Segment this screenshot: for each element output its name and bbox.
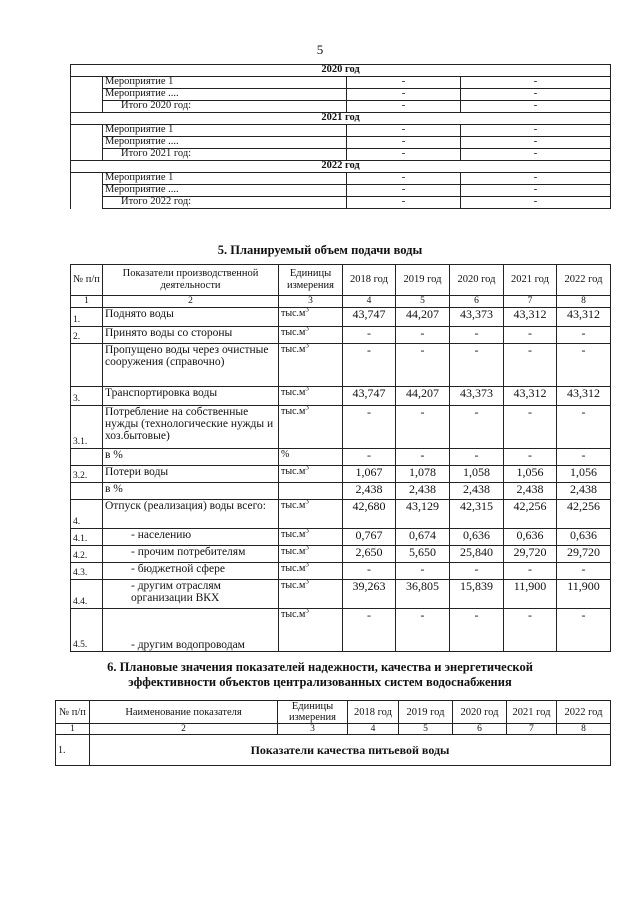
water-row bbox=[71, 483, 611, 500]
water-row-unit: $тыс.м^3$ bbox=[279, 327, 343, 344]
water-row-unit: $тыс.м^3$ bbox=[279, 609, 343, 652]
plan-value-2: - bbox=[461, 197, 611, 209]
water-row-value: 0,636 bbox=[450, 529, 504, 546]
water-row-name: Принято воды со стороны bbox=[103, 327, 279, 344]
water-row-value: 1,056 bbox=[504, 466, 557, 483]
water-row-value: - bbox=[504, 563, 557, 580]
ind-header-cell: № п/п bbox=[56, 701, 90, 724]
ind-header-row bbox=[56, 701, 611, 724]
water-row-number: 4.3. bbox=[71, 563, 103, 580]
plan-row-label: Мероприятие 1 bbox=[103, 173, 347, 185]
plan-value-2: - bbox=[461, 101, 611, 113]
ind-header-cell: 2021 год bbox=[507, 701, 557, 724]
water-header-cell: 2019 год bbox=[396, 265, 450, 296]
water-row-number: 3.2. bbox=[71, 466, 103, 483]
water-row-value: 25,840 bbox=[450, 546, 504, 563]
water-row-value: 0,767 bbox=[343, 529, 396, 546]
plan-row-label: Мероприятие .... bbox=[103, 185, 347, 197]
plan-row-label: Итого 2020 год: bbox=[103, 101, 347, 113]
plan-row bbox=[71, 77, 611, 89]
water-row-number: 2. bbox=[71, 327, 103, 344]
water-row-value: 43,312 bbox=[557, 308, 611, 327]
water-row-value: 43,747 bbox=[343, 308, 396, 327]
ind-index-row bbox=[56, 724, 611, 735]
water-row-unit: $тыс.м^3$ bbox=[279, 406, 343, 449]
water-row bbox=[71, 529, 611, 546]
water-row-value: 43,312 bbox=[504, 387, 557, 406]
water-row-name: - прочим потребителям bbox=[103, 546, 279, 563]
water-row-value: - bbox=[557, 609, 611, 652]
plan-row-label: Мероприятие 1 bbox=[103, 125, 347, 137]
ind-header-cell: 2018 год bbox=[348, 701, 399, 724]
plan-blank-cell bbox=[71, 101, 103, 113]
water-row bbox=[71, 609, 611, 652]
water-row-name: Пропущено воды через очистные сооружения (справочно) bbox=[103, 344, 279, 387]
ind-header-cell: Наименование показателя bbox=[90, 701, 278, 724]
water-row-name: Поднято воды bbox=[103, 308, 279, 327]
water-row-value: 29,720 bbox=[504, 546, 557, 563]
plan-year-label: 2021 год bbox=[71, 113, 611, 125]
water-row-value: - bbox=[504, 449, 557, 466]
ind-header-cell: 2019 год bbox=[399, 701, 453, 724]
water-row-value: - bbox=[396, 609, 450, 652]
water-row-number bbox=[71, 449, 103, 466]
water-row-number: 1. bbox=[71, 308, 103, 327]
water-row bbox=[71, 308, 611, 327]
plan-value-1: - bbox=[347, 77, 461, 89]
water-index-cell: 1 bbox=[71, 296, 103, 308]
water-row-value: 43,373 bbox=[450, 387, 504, 406]
water-row-value: - bbox=[557, 406, 611, 449]
water-row-unit: $тыс.м^3$ bbox=[279, 466, 343, 483]
water-row-value: - bbox=[504, 609, 557, 652]
water-row-value: 1,067 bbox=[343, 466, 396, 483]
water-row-value: 42,256 bbox=[557, 500, 611, 529]
water-row-name: Транспортировка воды bbox=[103, 387, 279, 406]
water-row-name: в % bbox=[103, 449, 279, 466]
water-index-cell: 2 bbox=[103, 296, 279, 308]
plan-table bbox=[70, 64, 611, 209]
water-row-unit bbox=[279, 483, 343, 500]
water-index-cell: 3 bbox=[279, 296, 343, 308]
water-row-value: - bbox=[343, 327, 396, 344]
water-row-value: 44,207 bbox=[396, 387, 450, 406]
plan-year-row bbox=[71, 113, 611, 125]
water-row-number bbox=[71, 483, 103, 500]
water-row-unit: $тыс.м^3$ bbox=[279, 529, 343, 546]
water-row-value: 42,256 bbox=[504, 500, 557, 529]
water-row bbox=[71, 327, 611, 344]
water-row-value: 43,747 bbox=[343, 387, 396, 406]
water-row-value: 11,900 bbox=[504, 580, 557, 609]
water-row-value: 42,680 bbox=[343, 500, 396, 529]
section6-title-line2: эффективности объектов централизованных систем водоснабжения bbox=[128, 675, 512, 689]
water-row-number bbox=[71, 344, 103, 387]
ind-section-label: Показатели качества питьевой воды bbox=[90, 735, 611, 766]
water-row bbox=[71, 449, 611, 466]
plan-year-label: 2022 год bbox=[71, 161, 611, 173]
water-row bbox=[71, 500, 611, 529]
water-index-cell: 5 bbox=[396, 296, 450, 308]
ind-header-cell: 2022 год bbox=[557, 701, 611, 724]
ind-index-cell: 6 bbox=[453, 724, 507, 735]
plan-row bbox=[71, 101, 611, 113]
water-row-value: 11,900 bbox=[557, 580, 611, 609]
water-row-value: 1,058 bbox=[450, 466, 504, 483]
plan-row-label: Мероприятие 1 bbox=[103, 77, 347, 89]
water-row-value: 2,438 bbox=[557, 483, 611, 500]
water-row-name: - другим отраслям организации ВКХ bbox=[103, 580, 279, 609]
ind-header-cell: Единицы измерения bbox=[278, 701, 348, 724]
water-header-cell: 2022 год bbox=[557, 265, 611, 296]
plan-row bbox=[71, 185, 611, 197]
water-index-cell: 4 bbox=[343, 296, 396, 308]
plan-value-2: - bbox=[461, 173, 611, 185]
plan-row bbox=[71, 173, 611, 185]
water-row-value: - bbox=[343, 406, 396, 449]
page-number: 5 bbox=[316, 42, 324, 57]
water-row-value: - bbox=[504, 327, 557, 344]
water-row-name: Потери воды bbox=[103, 466, 279, 483]
water-header-cell: Показатели производственной деятельности bbox=[103, 265, 279, 296]
ind-section-row bbox=[56, 735, 611, 766]
plan-value-1: - bbox=[347, 125, 461, 137]
plan-value-2: - bbox=[461, 89, 611, 101]
water-row-value: 2,438 bbox=[343, 483, 396, 500]
water-row-name: - бюджетной сфере bbox=[103, 563, 279, 580]
water-row-value: - bbox=[504, 406, 557, 449]
plan-value-1: - bbox=[347, 185, 461, 197]
water-row-value: 43,373 bbox=[450, 308, 504, 327]
water-row-value: - bbox=[343, 449, 396, 466]
water-row-value: 43,129 bbox=[396, 500, 450, 529]
plan-blank-cell bbox=[71, 125, 103, 137]
water-row bbox=[71, 344, 611, 387]
water-row-unit: $тыс.м^3$ bbox=[279, 344, 343, 387]
water-row bbox=[71, 466, 611, 483]
ind-index-cell: 2 bbox=[90, 724, 278, 735]
water-row-value: 1,056 bbox=[557, 466, 611, 483]
water-row-number: 4.5. bbox=[71, 609, 103, 652]
water-header-row bbox=[71, 265, 611, 296]
water-row-value: - bbox=[557, 327, 611, 344]
water-header-cell: 2020 год bbox=[450, 265, 504, 296]
water-row-value: 0,674 bbox=[396, 529, 450, 546]
water-row-value: - bbox=[343, 344, 396, 387]
water-header-cell: 2021 год bbox=[504, 265, 557, 296]
water-row-value: - bbox=[343, 563, 396, 580]
water-row-unit: $тыс.м^3$ bbox=[279, 580, 343, 609]
water-row-value: 2,438 bbox=[396, 483, 450, 500]
water-row bbox=[71, 546, 611, 563]
plan-value-1: - bbox=[347, 197, 461, 209]
water-row-value: 0,636 bbox=[557, 529, 611, 546]
water-row-value: 44,207 bbox=[396, 308, 450, 327]
ind-index-cell: 4 bbox=[348, 724, 399, 735]
water-row-unit: $тыс.м^3$ bbox=[279, 563, 343, 580]
plan-value-1: - bbox=[347, 101, 461, 113]
water-row-value: - bbox=[504, 344, 557, 387]
plan-row bbox=[71, 197, 611, 209]
water-row-value: - bbox=[396, 344, 450, 387]
water-row-name: - другим водопроводам bbox=[103, 609, 279, 652]
ind-index-cell: 3 bbox=[278, 724, 348, 735]
water-row bbox=[71, 406, 611, 449]
water-index-row bbox=[71, 296, 611, 308]
water-row bbox=[71, 580, 611, 609]
water-row-value: 2,438 bbox=[450, 483, 504, 500]
water-row-value: 1,078 bbox=[396, 466, 450, 483]
plan-row-label: Мероприятие .... bbox=[103, 137, 347, 149]
plan-value-1: - bbox=[347, 149, 461, 161]
water-row-number: 4. bbox=[71, 500, 103, 529]
plan-value-2: - bbox=[461, 77, 611, 89]
water-row bbox=[71, 563, 611, 580]
ind-section-number: 1. bbox=[56, 735, 90, 766]
plan-blank-cell bbox=[71, 149, 103, 161]
water-row-number: 4.1. bbox=[71, 529, 103, 546]
water-header-cell: 2018 год bbox=[343, 265, 396, 296]
water-row-unit: $тыс.м^3$ bbox=[279, 546, 343, 563]
water-row-unit: $тыс.м^3$ bbox=[279, 308, 343, 327]
water-row-value: - bbox=[450, 609, 504, 652]
plan-row bbox=[71, 149, 611, 161]
water-index-cell: 6 bbox=[450, 296, 504, 308]
plan-year-row bbox=[71, 161, 611, 173]
water-row-value: 5,650 bbox=[396, 546, 450, 563]
water-row-number: 3.1. bbox=[71, 406, 103, 449]
plan-row-label: Мероприятие .... bbox=[103, 89, 347, 101]
water-row-name: - населению bbox=[103, 529, 279, 546]
water-index-cell: 8 bbox=[557, 296, 611, 308]
water-row-value: - bbox=[396, 449, 450, 466]
plan-blank-cell bbox=[71, 173, 103, 185]
water-row-value: - bbox=[396, 327, 450, 344]
water-row-value: 29,720 bbox=[557, 546, 611, 563]
water-row-name: Потребление на собственные нужды (технологические нужды и хоз.бытовые) bbox=[103, 406, 279, 449]
plan-blank-cell bbox=[71, 77, 103, 89]
plan-year-label: 2020 год bbox=[71, 65, 611, 77]
water-row-value: - bbox=[450, 344, 504, 387]
water-row-value: - bbox=[450, 327, 504, 344]
water-row-value: 36,805 bbox=[396, 580, 450, 609]
water-header-cell: Единицы измерения bbox=[279, 265, 343, 296]
water-header-cell: № п/п bbox=[71, 265, 103, 296]
ind-header-cell: 2020 год bbox=[453, 701, 507, 724]
plan-value-2: - bbox=[461, 125, 611, 137]
water-row-value: 43,312 bbox=[557, 387, 611, 406]
plan-blank-cell bbox=[71, 89, 103, 101]
water-row-value: - bbox=[396, 563, 450, 580]
section6-title-line1: 6. Плановые значения показателей надежности, качества и энергетической bbox=[107, 660, 533, 674]
water-row-number: 4.4. bbox=[71, 580, 103, 609]
plan-value-1: - bbox=[347, 89, 461, 101]
water-row-value: - bbox=[396, 406, 450, 449]
water-row-value: - bbox=[343, 609, 396, 652]
ind-index-cell: 8 bbox=[557, 724, 611, 735]
plan-row-label: Итого 2021 год: bbox=[103, 149, 347, 161]
plan-year-row bbox=[71, 65, 611, 77]
water-row-number: 4.2. bbox=[71, 546, 103, 563]
section5-title: 5. Планируемый объем подачи воды bbox=[217, 243, 423, 257]
plan-row-label: Итого 2022 год: bbox=[103, 197, 347, 209]
water-row-value: - bbox=[557, 449, 611, 466]
water-row-value: 39,263 bbox=[343, 580, 396, 609]
plan-value-1: - bbox=[347, 137, 461, 149]
water-row-value: 42,315 bbox=[450, 500, 504, 529]
plan-value-2: - bbox=[461, 149, 611, 161]
water-row-value: 2,438 bbox=[504, 483, 557, 500]
water-row-value: 15,839 bbox=[450, 580, 504, 609]
water-row-unit: $тыс.м^3$ bbox=[279, 387, 343, 406]
plan-blank-cell bbox=[71, 185, 103, 197]
water-row-unit: % bbox=[279, 449, 343, 466]
water-row-value: 0,636 bbox=[504, 529, 557, 546]
water-row-value: - bbox=[450, 449, 504, 466]
water-row-unit: $тыс.м^3$ bbox=[279, 500, 343, 529]
indicators-table bbox=[55, 700, 611, 766]
water-index-cell: 7 bbox=[504, 296, 557, 308]
plan-value-1: - bbox=[347, 173, 461, 185]
water-row-number: 3. bbox=[71, 387, 103, 406]
water-row-value: 2,650 bbox=[343, 546, 396, 563]
ind-index-cell: 5 bbox=[399, 724, 453, 735]
plan-blank-cell bbox=[71, 197, 103, 209]
plan-row bbox=[71, 137, 611, 149]
water-row bbox=[71, 387, 611, 406]
water-row-value: 43,312 bbox=[504, 308, 557, 327]
water-row-name: Отпуск (реализация) воды всего: bbox=[103, 500, 279, 529]
water-row-value: - bbox=[557, 563, 611, 580]
water-row-name: в % bbox=[103, 483, 279, 500]
water-supply-table bbox=[70, 264, 611, 652]
plan-blank-cell bbox=[71, 137, 103, 149]
plan-row bbox=[71, 89, 611, 101]
water-row-value: - bbox=[450, 563, 504, 580]
water-row-value: - bbox=[450, 406, 504, 449]
ind-index-cell: 1 bbox=[56, 724, 90, 735]
plan-value-2: - bbox=[461, 137, 611, 149]
water-row-value: - bbox=[557, 344, 611, 387]
plan-value-2: - bbox=[461, 185, 611, 197]
plan-row bbox=[71, 125, 611, 137]
ind-index-cell: 7 bbox=[507, 724, 557, 735]
